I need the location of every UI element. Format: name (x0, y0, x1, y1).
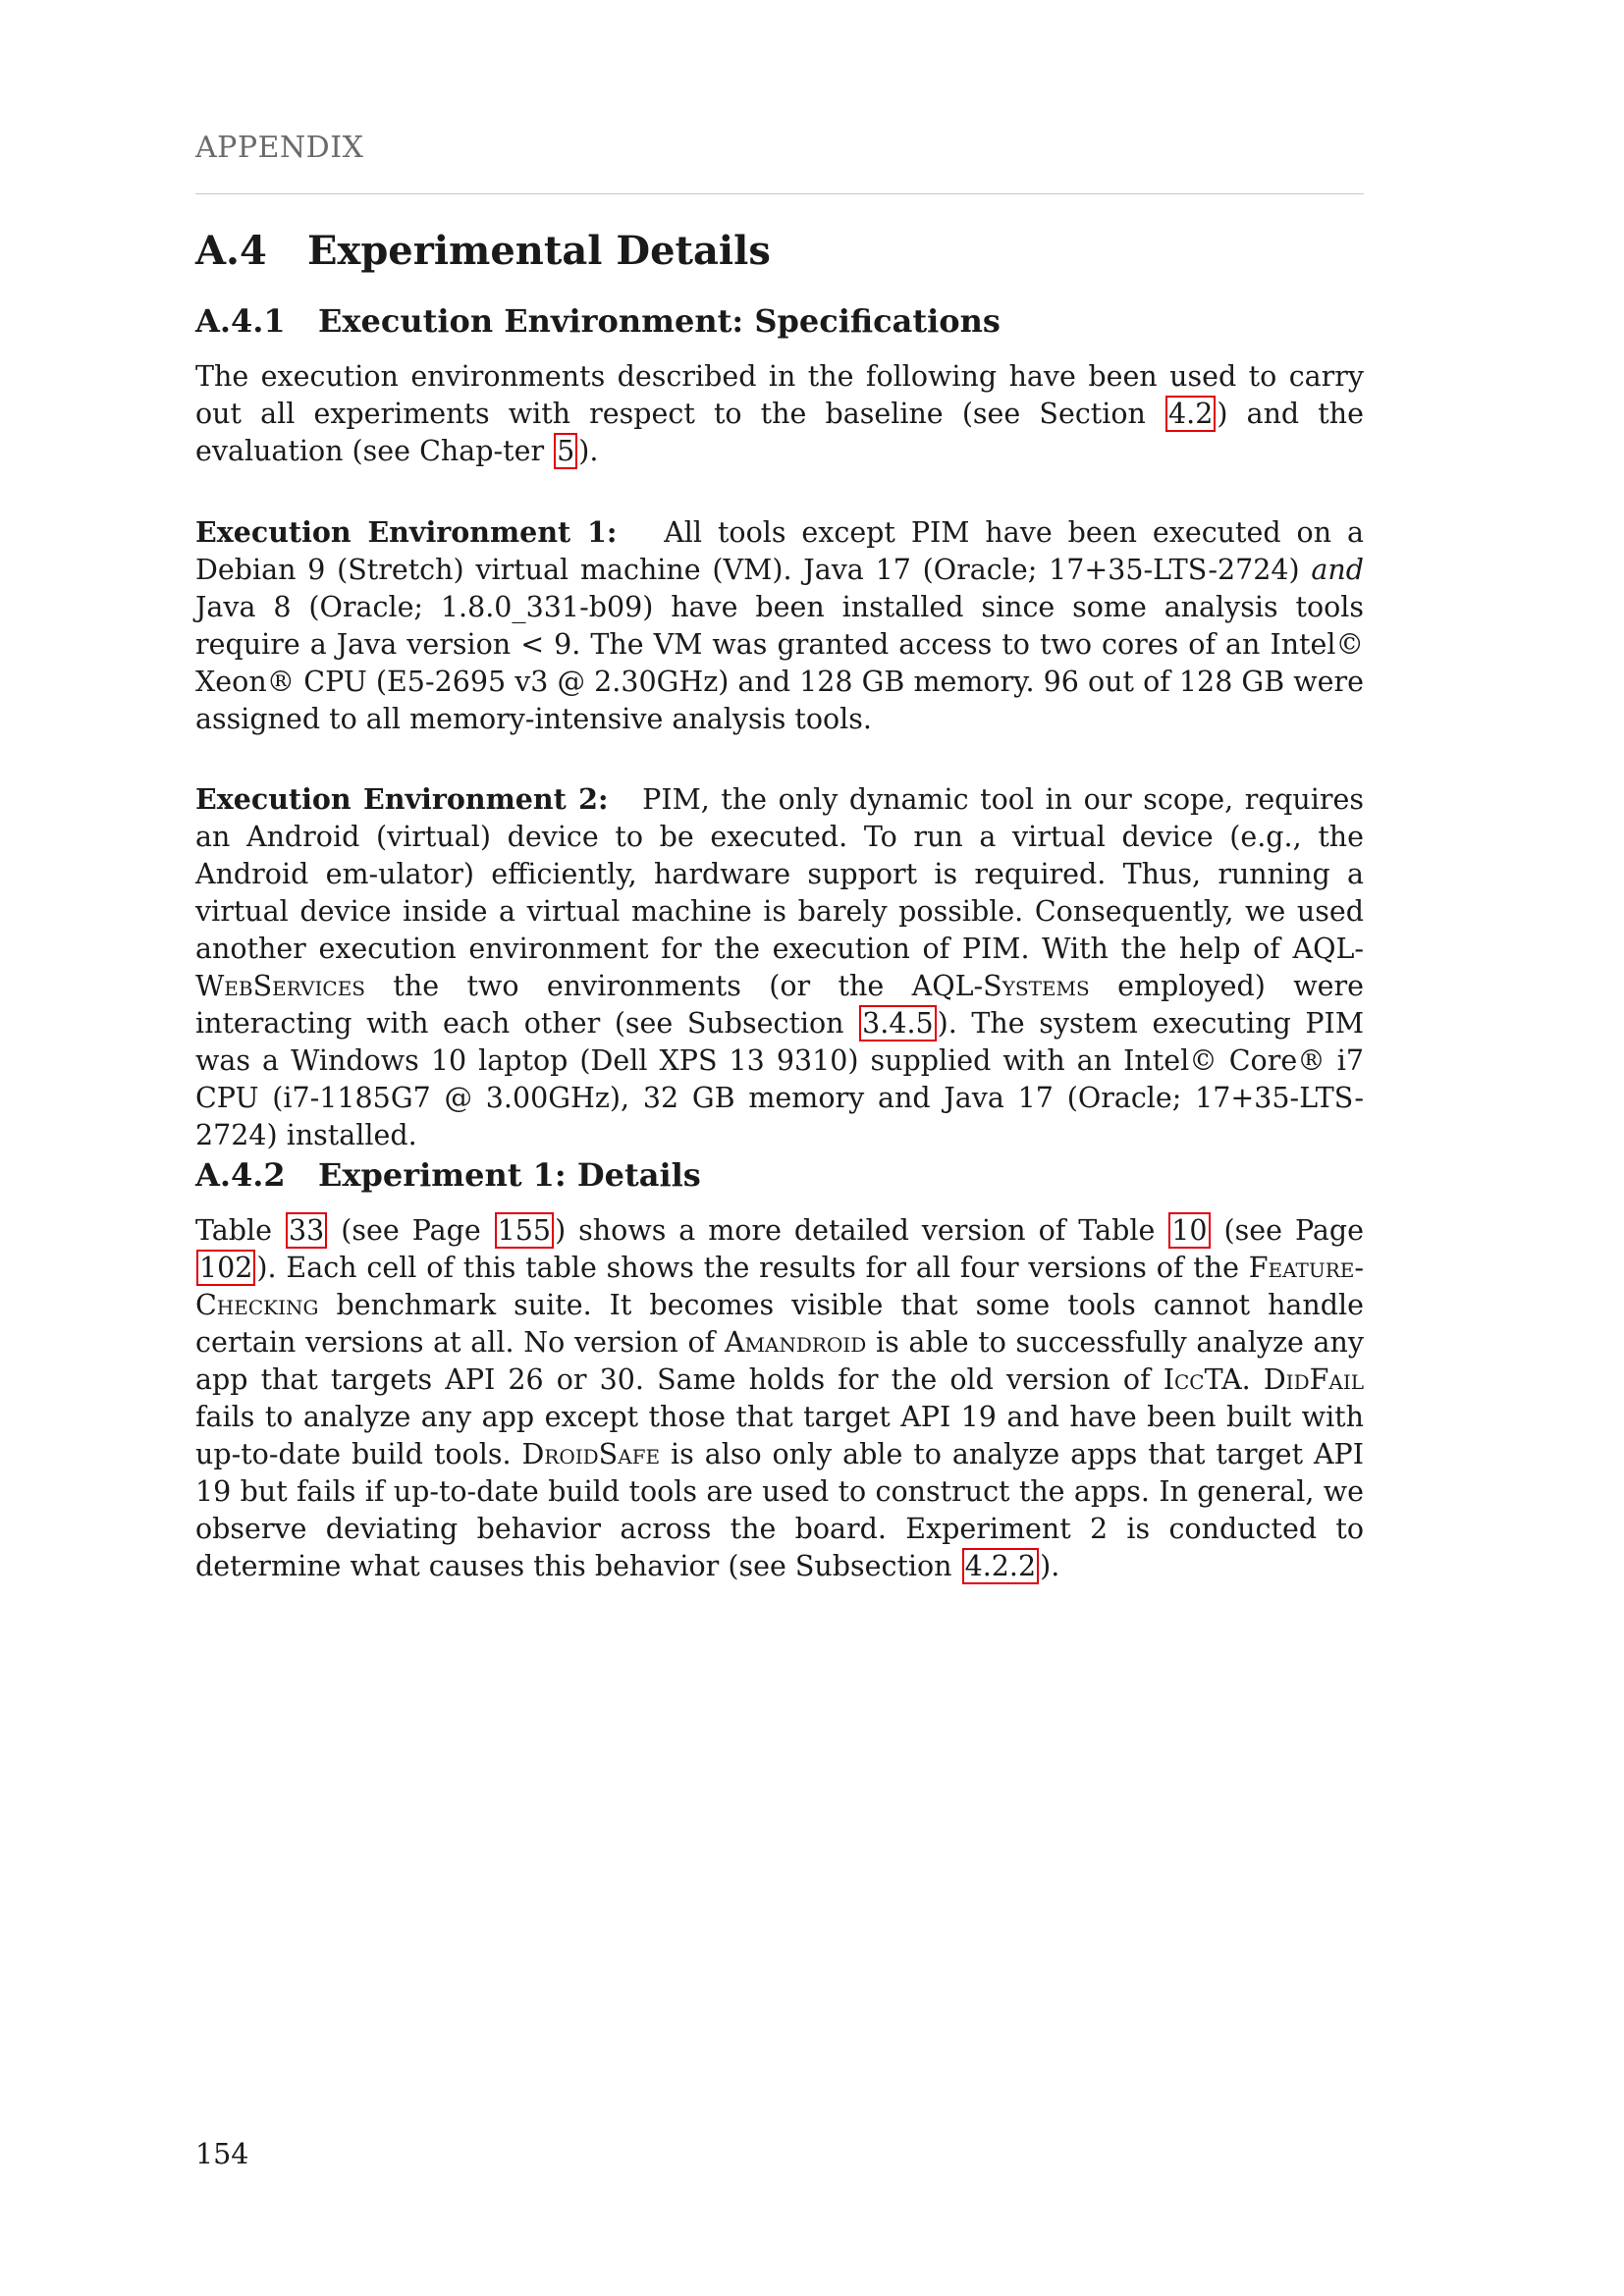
subsection-link[interactable]: 3.4.5 (859, 1005, 937, 1041)
env2-paragraph: Execution Environment 2: PIM, the only dynamic tool in our scope, requires an Android (virtual) device to be executed. To run a virtual device (e.g., the Android em-ulator) efficiently, hardware support is required. Thus, running a virtual device inside a virtual machine is barely possible. Consequently, we used another execution environment for the execution of PIM. With the help of AQL-WebServices the two environments (or the AQL-Systems employed) were interacting with each other (see Subsection 3.4.5 ). The system executing PIM was a Windows 10 laptop (Dell XPS 13 9310) supplied with an Intel© Core® i7 CPU (i7-1185G7 @ 3.00GHz), 32 GB memory and Java 17 (Oracle; 17+35-LTS-2724) installed. (195, 782, 1365, 1151)
subsection-link[interactable]: 4.2.2 (962, 1548, 1040, 1584)
section-title: Experimental Details (307, 228, 771, 274)
experiment-paragraph: Table 33 (see Page 155 ) shows a more detailed version of Table 10 (see Page 102 ). Each cell of this table shows the results for all four versions of the Feature-Checking benchmark suite. It becomes visible that some tools cannot handle certain versions at all. No version of Amandroid is able to successfully analyze any app that targets API 26 or 30. Same holds for the old version of IccTA. DidFail fails to analyze any app except those that target API 19 and have been built with up-to-date build tools. DroidSafe is also only able to analyze apps that target API 19 but fails if up-to-date build tools are used to construct the apps. In general, we observe deviating behavior across the board. Experiment 2 is conducted to determine what causes this behavior (see Subsection 4.2.2 ). (195, 1214, 1365, 1582)
env2-label: Execution Environment 2: (195, 782, 609, 816)
env1-label: Execution Environment 1: (195, 515, 618, 549)
section-number: A.4 (195, 228, 267, 274)
section-link[interactable]: 4.2 (1165, 396, 1216, 432)
table-link[interactable]: 10 (1168, 1212, 1210, 1249)
subsection-number: A.4.1 (195, 302, 286, 340)
subsection-title: Execution Environment: Specifications (318, 302, 1001, 340)
subsection-heading-a41 (195, 302, 1001, 340)
chapter-link[interactable]: 5 (554, 433, 577, 469)
running-head: APPENDIX (195, 131, 364, 165)
header-rule (195, 193, 1364, 194)
table-link[interactable]: 33 (286, 1212, 327, 1249)
page-link[interactable]: 155 (495, 1212, 554, 1249)
subsection-title: Experiment 1: Details (318, 1156, 701, 1194)
env1-paragraph: Execution Environment 1: All tools except PIM have been executed on a Debian 9 (Stretch) virtual machine (VM). Java 17 (Oracle; 17+35-LTS-2724) and Java 8 (Oracle; 1.8.0_331-b09) have been installed since some analysis tools require a Java version < 9. The VM was granted access to two cores of an Intel© Xeon® CPU (E5-2695 v3 @ 2.30GHz) and 128 GB memory. 96 out of 128 GB were assigned to all memory-intensive analysis tools. (195, 515, 1364, 735)
page-number: 154 (195, 2138, 249, 2170)
subsection-number: A.4.2 (195, 1156, 286, 1194)
section-heading (195, 228, 771, 274)
subsection-heading-a42 (195, 1156, 701, 1194)
page-link[interactable]: 102 (196, 1250, 255, 1286)
intro-paragraph: The execution environments described in the following have been used to carry out all experiments with respect to the baseline (see Section 4.2 ) and the evaluation (see Chap-ter 5 ). (195, 360, 1364, 467)
